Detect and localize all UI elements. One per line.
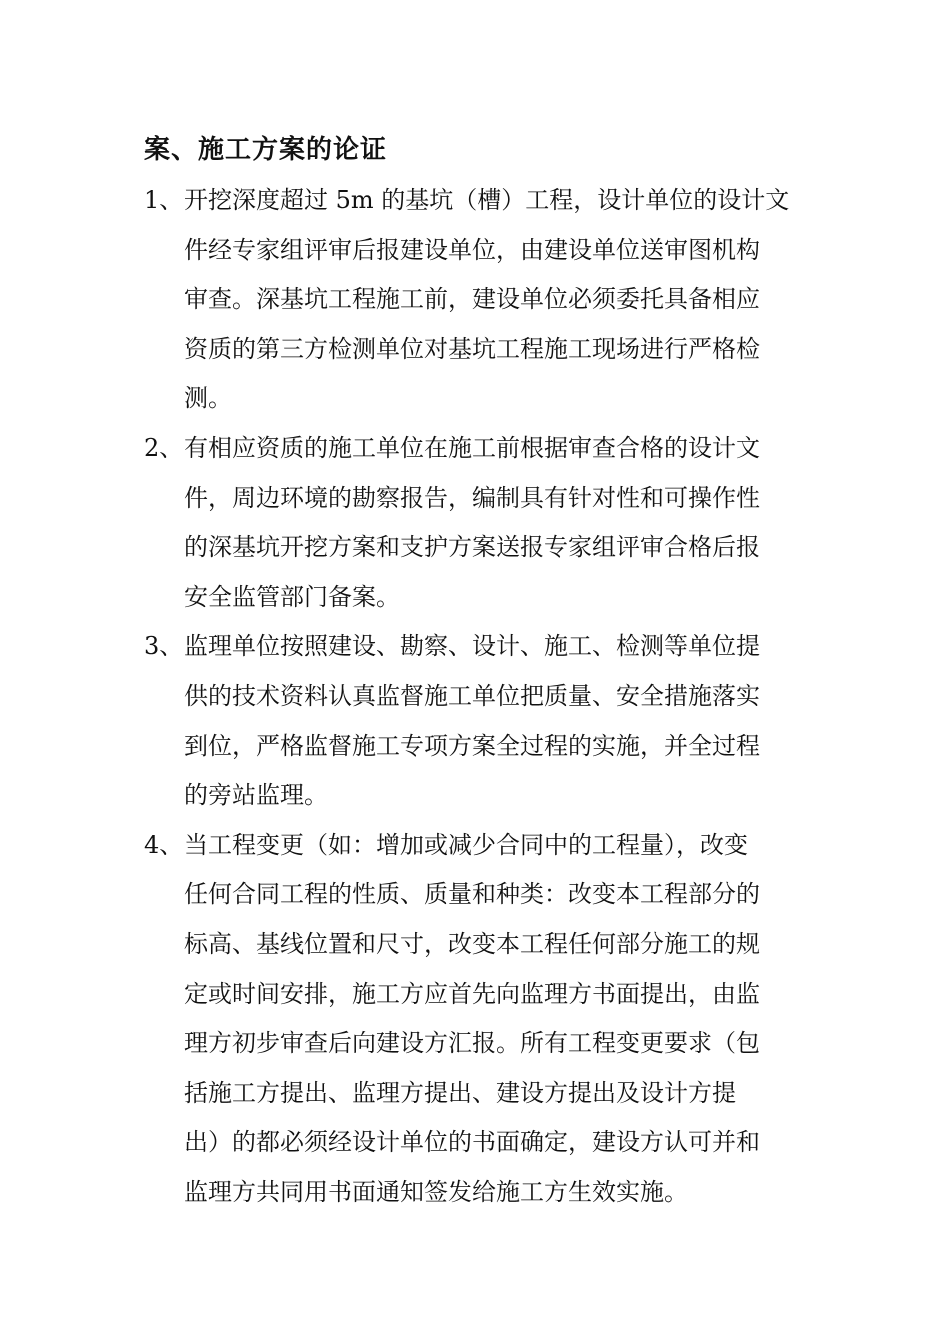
item-line: 资质的第三方检测单位对基坑工程施工现场进行严格检 — [184, 334, 760, 363]
item-line: 供的技术资料认真监督施工单位把质量、安全措施落实 — [184, 681, 760, 710]
item-line: 标高、基线位置和尺寸，改变本工程任何部分施工的规 — [184, 929, 760, 958]
item-line: 件经专家组评审后报建设单位，由建设单位送审图机构 — [184, 235, 760, 264]
item-number: 1、 — [144, 186, 184, 214]
item-line: 的旁站监理。 — [184, 781, 328, 810]
item-line: 审查。深基坑工程施工前，建设单位必须委托具备相应 — [184, 285, 760, 314]
item-line: 件，周边环境的勘察报告，编制具有针对性和可操作性 — [184, 483, 760, 512]
list-item-4 — [144, 821, 824, 1218]
item-line: 安全监管部门备案。 — [184, 582, 400, 611]
item-line: 到位，严格监督施工专项方案全过程的实施，并全过程 — [184, 731, 760, 760]
list-item-2 — [144, 424, 824, 622]
list-item-1 — [144, 176, 824, 424]
section-heading: 案、施工方案的论证 — [144, 135, 388, 165]
item-line: 有相应资质的施工单位在施工前根据审查合格的设计文 — [184, 433, 760, 462]
item-line: 理方初步审查后向建设方汇报。所有工程变更要求（包 — [184, 1029, 760, 1058]
item-line: 任何合同工程的性质、质量和种类：改变本工程部分的 — [184, 880, 760, 909]
item-line: 监理方共同用书面通知签发给施工方生效实施。 — [184, 1177, 688, 1206]
item-line: 测。 — [184, 384, 232, 413]
item-line: 开挖深度超过 5m 的基坑（槽）工程，设计单位的设计文 — [184, 186, 790, 214]
item-number: 4、 — [144, 830, 184, 859]
item-line: 括施工方提出、监理方提出、建设方提出及设计方提 — [184, 1078, 736, 1107]
item-line: 出）的都必须经设计单位的书面确定，建设方认可并和 — [184, 1128, 760, 1157]
item-line: 当工程变更（如：增加或减少合同中的工程量），改变 — [184, 830, 748, 859]
item-line: 监理单位按照建设、勘察、设计、施工、检测等单位提 — [184, 632, 760, 661]
item-number: 2、 — [144, 433, 184, 462]
item-line: 定或时间安排，施工方应首先向监理方书面提出，由监 — [184, 979, 760, 1008]
list-item-3 — [144, 622, 824, 820]
item-number: 3、 — [144, 632, 184, 661]
item-line: 的深基坑开挖方案和支护方案送报专家组评审合格后报 — [184, 533, 760, 562]
numbered-list — [144, 176, 824, 1217]
